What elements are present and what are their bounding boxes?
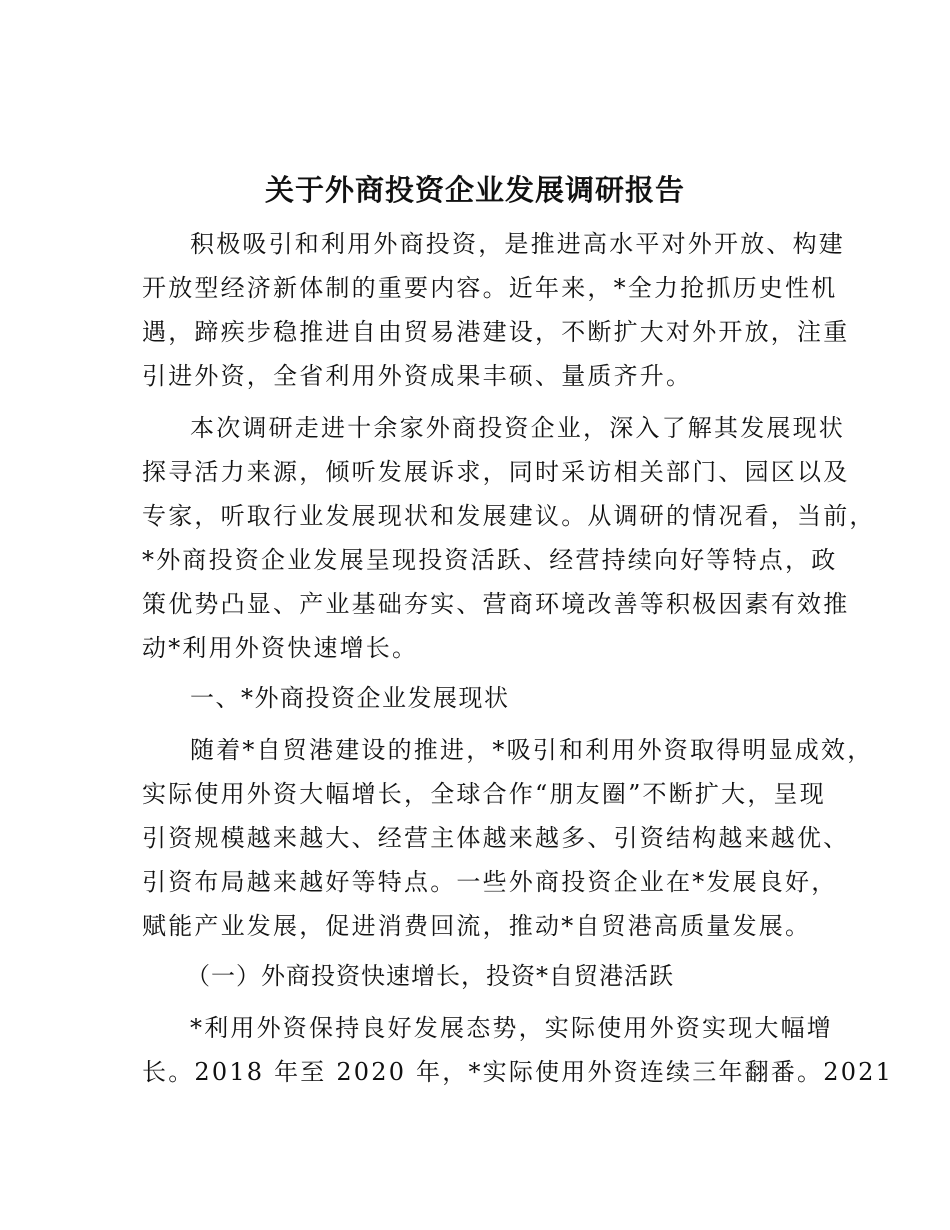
- section-heading-1: 一、*外商投资企业发展现状: [190, 684, 510, 712]
- paragraph-2-line-2: 探寻活力来源，倾听发展诉求，同时采访相关部门、园区以及: [142, 458, 850, 486]
- paragraph-2-line-6: 动*利用外资快速增长。: [142, 634, 419, 662]
- paragraph-1-line-2: 开放型经济新体制的重要内容。近年来，*全力抢抓历史性机: [142, 274, 838, 302]
- subsection-heading-1: （一）外商投资快速增长，投资*自贸港活跃: [186, 962, 674, 990]
- paragraph-2-line-5: 策优势凸显、产业基础夯实、营商环境改善等积极因素有效推: [142, 590, 850, 618]
- paragraph-2-line-4: *外商投资企业发展呈现投资活跃、经营持续向好等特点，政: [142, 546, 838, 574]
- paragraph-3-line-5: 赋能产业发展，促进消费回流，推动*自贸港高质量发展。: [142, 912, 812, 940]
- paragraph-4-line-2: 长。2018 年至 2020 年，*实际使用外资连续三年翻番。2021: [142, 1058, 894, 1086]
- paragraph-3-line-4: 引资布局越来越好等特点。一些外商投资企业在*发展良好，: [142, 868, 838, 896]
- paragraph-1-line-1: 积极吸引和利用外商投资，是推进高水平对外开放、构建: [190, 230, 845, 258]
- document-title: 关于外商投资企业发展调研报告: [264, 173, 685, 207]
- paragraph-4-line-1: *利用外资保持良好发展态势，实际使用外资实现大幅增: [190, 1014, 833, 1042]
- paragraph-2-line-3: 专家，听取行业发展现状和发展建议。从调研的情况看，当前，: [142, 502, 876, 530]
- paragraph-1-line-3: 遇，蹄疾步稳推进自由贸易港建设，不断扩大对外开放，注重: [142, 318, 850, 346]
- paragraph-3-line-1: 随着*自贸港建设的推进，*吸引和利用外资取得明显成效，: [190, 736, 874, 764]
- paragraph-3-line-2: 实际使用外资大幅增长，全球合作“朋友圈”不断扩大，呈现: [142, 780, 826, 808]
- paragraph-2-line-1: 本次调研走进十余家外商投资企业，深入了解其发展现状: [190, 414, 845, 442]
- paragraph-1-line-4: 引进外资，全省利用外资成果丰硕、量质齐升。: [142, 362, 693, 390]
- paragraph-3-line-3: 引资规模越来越大、经营主体越来越多、引资结构越来越优、: [142, 824, 850, 852]
